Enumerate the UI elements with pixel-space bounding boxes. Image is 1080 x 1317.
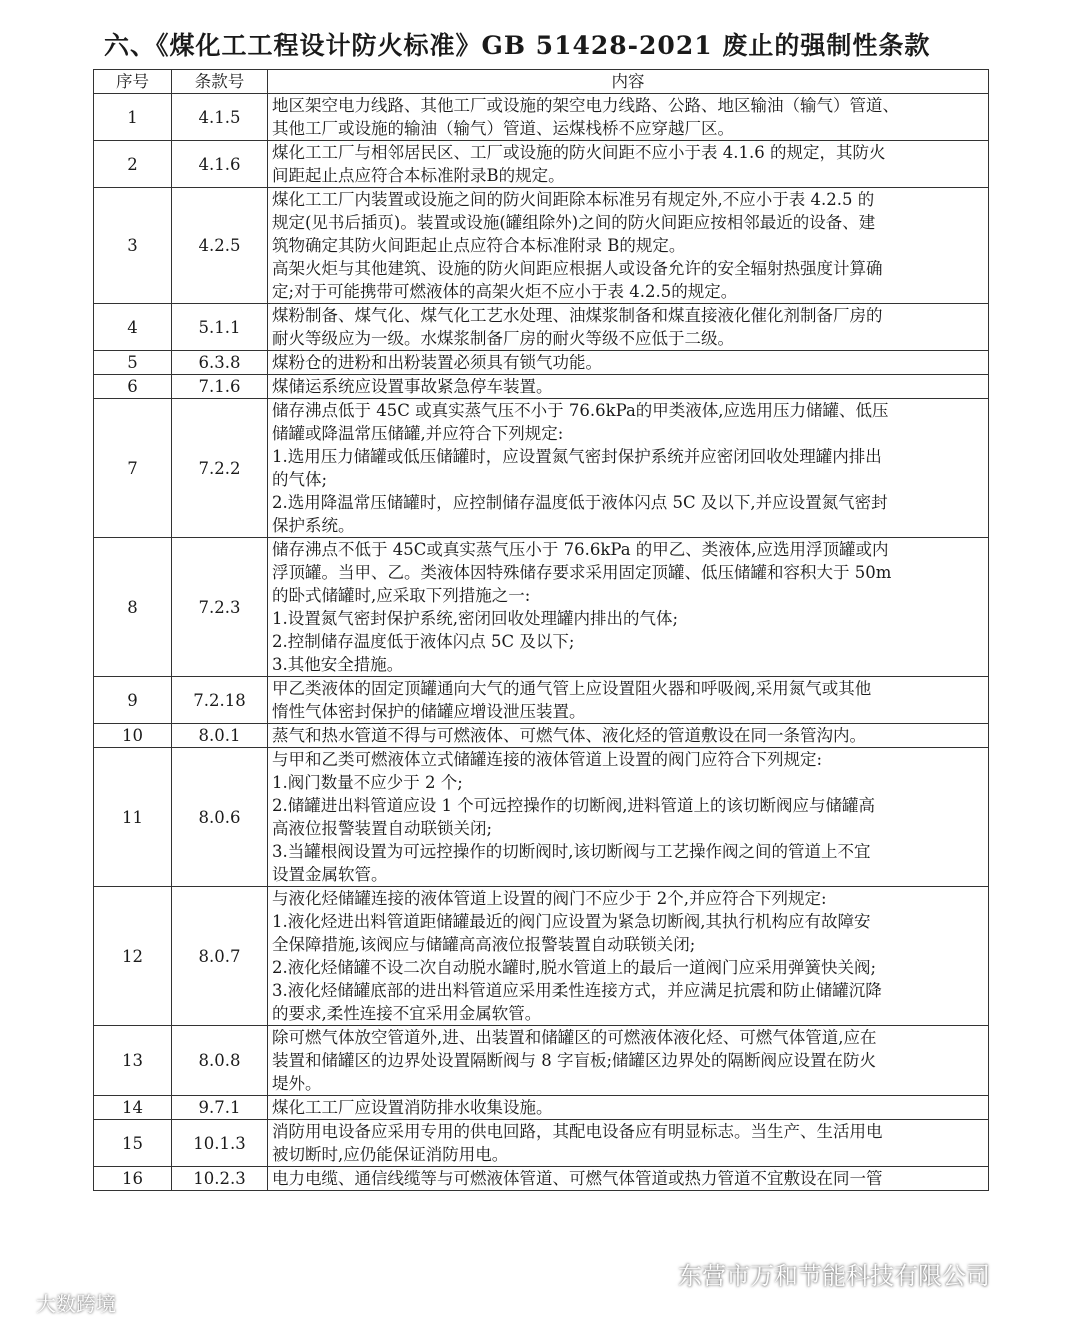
content-line: 堤外。 (272, 1074, 322, 1093)
content-line: 耐火等级应为一级。水煤浆制备厂房的耐火等级不应低于二级。 (272, 329, 734, 348)
row-content (268, 304, 989, 351)
row-clause-number: 8.0.8 (172, 1026, 268, 1096)
row-clause-number: 4.2.5 (172, 188, 268, 304)
row-seq: 13 (94, 1026, 172, 1096)
row-seq: 6 (94, 375, 172, 399)
content-line: 2.储罐进出料管道应设 1 个可远控操作的切断阀,进料管道上的该切断阀应与储罐高 (272, 796, 875, 815)
watermark-right (640, 1256, 990, 1291)
table-header-row (94, 70, 989, 94)
row-content (268, 351, 989, 375)
table-row (94, 1026, 989, 1096)
content-line: 3.其他安全措施。 (272, 655, 404, 674)
row-seq: 1 (94, 94, 172, 141)
content-line: 甲乙类液体的固定顶罐通向大气的通气管上应设置阻火器和呼吸阀,采用氮气或其他 (272, 679, 872, 698)
content-line: 储罐或降温常压储罐,并应符合下列规定: (272, 424, 564, 443)
row-clause-number: 7.2.3 (172, 538, 268, 677)
table-row (94, 94, 989, 141)
row-clause-number: 5.1.1 (172, 304, 268, 351)
row-seq: 15 (94, 1120, 172, 1167)
row-seq: 7 (94, 399, 172, 538)
table-row (94, 1120, 989, 1167)
row-clause-number: 10.1.3 (172, 1120, 268, 1167)
content-line: 与液化烃储罐连接的液体管道上设置的阀门不应少于 2个,并应符合下列规定: (272, 889, 827, 908)
row-clause-number: 8.0.6 (172, 748, 268, 887)
content-line: 惰性气体密封保护的储罐应增设泄压装置。 (272, 702, 586, 721)
content-line: 煤化工工厂应设置消防排水收集设施。 (272, 1098, 553, 1117)
content-line: 的要求,柔性连接不宜采用金属软管。 (272, 1004, 542, 1023)
row-content (268, 94, 989, 141)
table-row (94, 375, 989, 399)
content-line: 定;对于可能携带可燃液体的高架火炬不应小于表 4.2.5的规定。 (272, 282, 738, 301)
table-row (94, 304, 989, 351)
content-line: 1.设置氮气密封保护系统,密闭回收处理罐内排出的气体; (272, 609, 679, 628)
table-row (94, 538, 989, 677)
content-line: 2.选用降温常压储罐时，应控制储存温度低于液体闪点 5C 及以下,并应设置氮气密封 (272, 493, 888, 512)
row-clause-number: 8.0.1 (172, 724, 268, 748)
header-clause: 条款号 (172, 70, 268, 94)
content-line: 地区架空电力线路、其他工厂或设施的架空电力线路、公路、地区输油（输气）管道、 (272, 96, 899, 115)
row-clause-number: 10.2.3 (172, 1167, 268, 1191)
content-line: 全保障措施,该阀应与储罐高高液位报警装置自动联锁关闭; (272, 935, 696, 954)
row-clause-number: 4.1.5 (172, 94, 268, 141)
row-content (268, 677, 989, 724)
table-row (94, 748, 989, 887)
table-row (94, 141, 989, 188)
content-line: 被切断时,应仍能保证消防用电。 (272, 1145, 509, 1164)
row-clause-number: 6.3.8 (172, 351, 268, 375)
row-clause-number: 7.1.6 (172, 375, 268, 399)
row-seq: 12 (94, 887, 172, 1026)
row-clause-number: 4.1.6 (172, 141, 268, 188)
row-seq: 16 (94, 1167, 172, 1191)
row-content (268, 748, 989, 887)
table-row (94, 399, 989, 538)
row-seq: 9 (94, 677, 172, 724)
row-content (268, 724, 989, 748)
content-line: 装置和储罐区的边界处设置隔断阀与 8 字盲板;储罐区边界处的隔断阀应设置在防火 (272, 1051, 877, 1070)
row-seq: 11 (94, 748, 172, 887)
row-content (268, 887, 989, 1026)
content-line: 煤粉仓的进粉和出粉装置必须具有锁气功能。 (272, 353, 602, 372)
row-seq: 2 (94, 141, 172, 188)
wechat-icon (640, 1261, 672, 1287)
content-line: 2.控制储存温度低于液体闪点 5C 及以下; (272, 632, 575, 651)
content-line: 3.当罐根阀设置为可远控操作的切断阀时,该切断阀与工艺操作阀之间的管道上不宜 (272, 842, 871, 861)
watermark-left-text: 大数跨境 (36, 1292, 116, 1316)
table-row (94, 677, 989, 724)
content-line: 与甲和乙类可燃液体立式储罐连接的液体管道上设置的阀门应符合下列规定: (272, 750, 823, 769)
paw-icon (10, 1292, 32, 1314)
watermark-left (10, 1288, 116, 1317)
header-content: 内容 (268, 70, 989, 94)
row-content (268, 538, 989, 677)
content-line: 的卧式储罐时,应采取下列措施之一: (272, 586, 531, 605)
row-content (268, 1096, 989, 1120)
content-line: 储存沸点不低于 45C或真实蒸气压小于 76.6kPa 的甲乙、类液体,应选用浮顶罐或内 (272, 540, 889, 559)
row-content (268, 141, 989, 188)
content-line: 其他工厂或设施的输油（输气）管道、运煤栈桥不应穿越厂区。 (272, 119, 734, 138)
content-line: 煤化工工厂内装置或设施之间的防火间距除本标准另有规定外,不应小于表 4.2.5 的 (272, 190, 875, 209)
content-line: 1.选用压力储罐或低压储罐时，应设置氮气密封保护系统并应密闭回收处理罐内排出 (272, 447, 882, 466)
content-line: 煤粉制备、煤气化、煤气化工艺水处理、油煤浆制备和煤直接液化催化剂制备厂房的 (272, 306, 883, 325)
content-line: 2.液化烃储罐不设二次自动脱水罐时,脱水管道上的最后一道阀门应采用弹簧快关阀; (272, 958, 877, 977)
content-line: 消防用电设备应采用专用的供电回路，其配电设备应有明显标志。当生产、生活用电 (272, 1122, 883, 1141)
content-line: 规定(见书后插页)。装置或设施(罐组除外)之间的防火间距应按相邻最近的设备、建 (272, 213, 876, 232)
header-seq: 序号 (94, 70, 172, 94)
table-row (94, 1167, 989, 1191)
table-row (94, 1096, 989, 1120)
content-line: 设置金属软管。 (272, 865, 388, 884)
row-seq: 3 (94, 188, 172, 304)
table-row (94, 724, 989, 748)
content-line: 煤化工工厂与相邻居民区、工厂或设施的防火间距不应小于表 4.1.6 的规定，其防火 (272, 143, 886, 162)
row-content (268, 1167, 989, 1191)
watermark-right-text: 东营市万和节能科技有限公司 (678, 1262, 990, 1290)
row-seq: 4 (94, 304, 172, 351)
content-line: 煤储运系统应设置事故紧急停车装置。 (272, 377, 553, 396)
row-seq: 5 (94, 351, 172, 375)
content-line: 1.阀门数量不应少于 2 个; (272, 773, 463, 792)
row-seq: 14 (94, 1096, 172, 1120)
row-seq: 10 (94, 724, 172, 748)
content-line: 电力电缆、通信线缆等与可燃液体管道、可燃气体管道或热力管道不宜敷设在同一管 (272, 1169, 883, 1188)
content-line: 间距起止点应符合本标准附录B的规定。 (272, 166, 565, 185)
row-content (268, 188, 989, 304)
content-line: 3.液化烃储罐底部的进出料管道应采用柔性连接方式，并应满足抗震和防止储罐沉降 (272, 981, 882, 1000)
row-clause-number: 7.2.18 (172, 677, 268, 724)
content-line: 筑物确定其防火间距起止点应符合本标准附录 B的规定。 (272, 236, 686, 255)
table-row (94, 188, 989, 304)
table-row (94, 351, 989, 375)
content-line: 除可燃气体放空管道外,进、出装置和储罐区的可燃液体液化烃、可燃气体管道,应在 (272, 1028, 877, 1047)
content-line: 蒸气和热水管道不得与可燃液体、可燃气体、液化烃的管道敷设在同一条管沟内。 (272, 726, 866, 745)
abolished-clauses-table (93, 69, 989, 1191)
row-clause-number: 9.7.1 (172, 1096, 268, 1120)
content-line: 保护系统。 (272, 516, 355, 535)
page-heading: 六、《煤化工工程设计防火标准》GB 51428-2021 废止的强制性条款 (104, 31, 931, 60)
row-content (268, 1120, 989, 1167)
row-content (268, 399, 989, 538)
table-row (94, 887, 989, 1026)
row-content (268, 1026, 989, 1096)
content-line: 高架火炬与其他建筑、设施的防火间距应根据人或设备允许的安全辐射热强度计算确 (272, 259, 883, 278)
content-line: 高液位报警装置自动联锁关闭; (272, 819, 493, 838)
content-line: 的气体; (272, 470, 328, 489)
content-line: 浮顶罐。当甲、乙。类液体因特殊储存要求采用固定顶罐、低压储罐和容积大于 50m (272, 563, 892, 582)
content-line: 储存沸点低于 45C 或真实蒸气压不小于 76.6kPa的甲类液体,应选用压力储罐、低压 (272, 401, 889, 420)
row-seq: 8 (94, 538, 172, 677)
row-content (268, 375, 989, 399)
row-clause-number: 8.0.7 (172, 887, 268, 1026)
content-line: 1.液化烃进出料管道距储罐最近的阀门应设置为紧急切断阀,其执行机构应有故障安 (272, 912, 871, 931)
row-clause-number: 7.2.2 (172, 399, 268, 538)
